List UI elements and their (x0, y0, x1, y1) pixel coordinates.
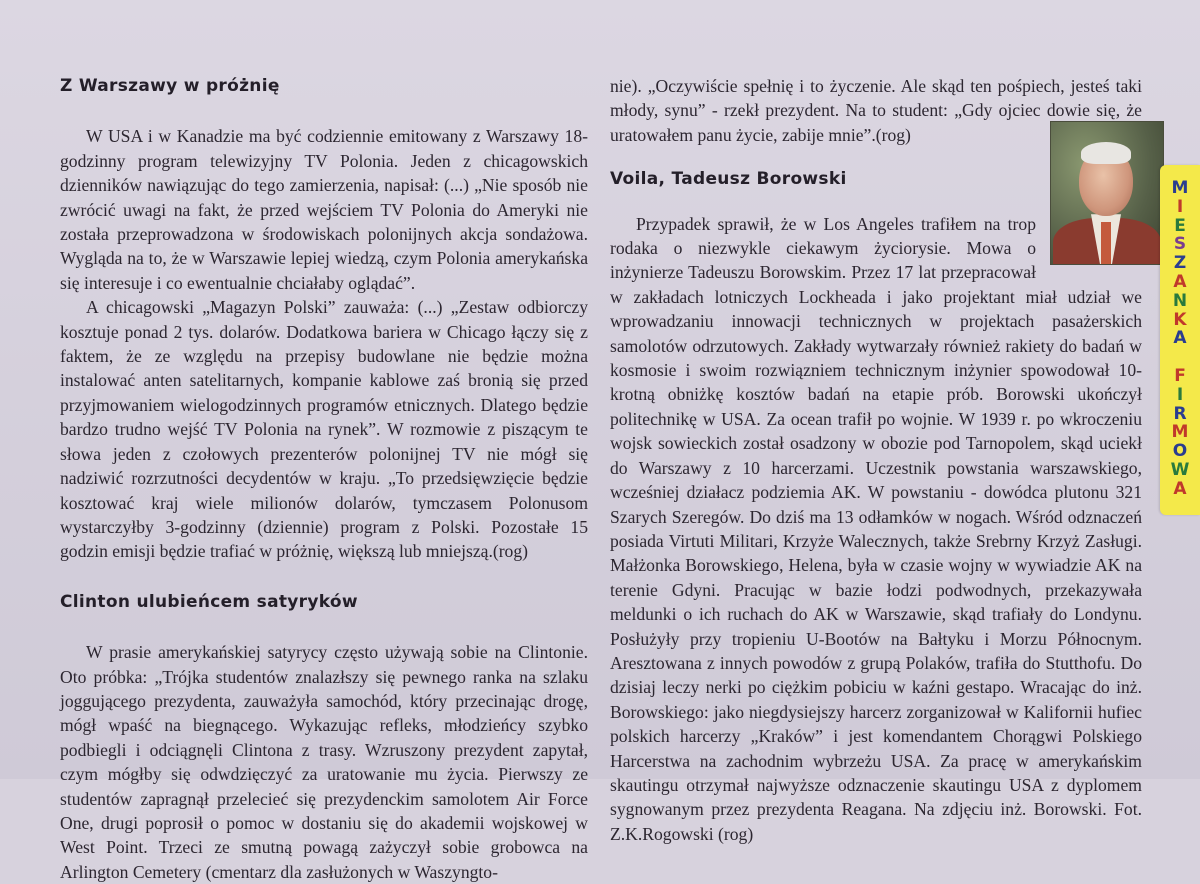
article-paragraph: W USA i w Kanadzie ma być codziennie emitowany z Warszawy 18-godzinny program telewizyjny TV Polonia. Jeden z chicagowskich dzienników nawiązując do tego zamierzenia, napisał: (...) „Nie sposób nie zwrócić uwagi na fakt, że przed wejściem TV Polonia do Ameryki nie została przeprowadzona w środowiskach polonijnych akcja sondażowa. Wygląda na to, że w Warszawie lepiej wiedzą, czym Polonia amerykańska się interesuje i co ewentualnie chciałaby oglądać”. (60, 126, 588, 293)
section-tab-letter: M (1171, 422, 1189, 443)
article-paragraph: Przypadek sprawił, że w Los Angeles trafiłem na trop rodaka o niezwykle ciekawym życiorysie. Mowa o inżynierze Tadeuszu Borowskim. Przez 17 lat przepracował w zakładach lotniczych Lockheada i jako projektant miał udział we wprowadzaniu innowacji technicznych w projektach pasażerskich samolotów odrzutowych. Zakłady wytwarzały również rakiety do badań w kosmosie i swoim rozwiązniem technicznym inżynier spowodował 10-krotną obniżkę kosztów badań na etapie prób. Borowski ukończył politechnikę w USA. Za ocean trafił po wojnie. W 1939 r. po wkroczeniu wojsk sowieckich został osadzony w obozie pod Tarnopolem, skąd uciekł do Warszawy z 10 harcerzami. Uczestnik powstania warszawskiego, wcześniej działacz podziemia AK. W powstaniu - dowódca plutonu 321 Szarych Szeregów. Do dziś ma 13 odłamków w nogach. Wśród odznaczeń posiada Virtuti Militari, Krzyże Walecznych, także Srebrny Krzyż Zasługi. Małżonka Borowskiego, Helena, była w czasie wojny w wywiadzie AK na terenie Gdyni. Pracując w bazie łodzi podwodnych, przekazywała meldunki o ich ruchach do AK w Warszawie, skąd trafiały do Londynu. Posłużyły przy tropieniu U-Bootów na Bałtyku i Morzu Północnym. Aresztowana z innych powodów z grupą Polaków, trafiła do Stutthofu. Do dzisiaj leczy nerki po ciężkim pobiciu w kaźni gestapo. Wracając do inż. Borowskiego: jako niegdysiejszy harcerz zorganizował w Kalifornii hufiec polskich harcerzy „Kraków” i jest komendantem Chorągwi Polskiego Harcerstwa na zachodnim wybrzeżu USA. Za pracę w amerykańskim skautingu otrzymał najwyższe odznaczenie skautingu USA z dyplomem sygnowanym przez prezydenta Reagana. Na zdjęciu inż. Borowski. Fot. Z.K.Rogowski (rog) (610, 213, 1142, 844)
article-paragraph: W prasie amerykańskiej satyrycy często używają sobie na Clintonie. Oto próbka: „Trójka studentów znalazłszy się pewnego ranka na szlaku joggującego prezydenta, zauważyła samochód, który przecinając drogę, mógł wpaść na biegnącego. Wykazując refleks, młodzieńcy szybko podbiegli i odciągnęli Clintona z trasy. Wzruszony prezydent zapytał, czym mógłby się odwdzięczyć za uratowanie mu życia. Pierwszy ze studentów zapragnął przelecieć się prezydenckim samolotem Air Force One, drugi poprosił o pomoc w dostaniu się do akademii wojskowej w West Point. Trzeci ze smutną powagą zażyczył sobie grobowca na Arlington Cemetery (cmentarz dla zasłużonych w Waszyngto- (60, 642, 588, 882)
left-column (60, 74, 588, 884)
section-tab-letter: A (1173, 328, 1187, 349)
section-tab-letter: Z (1173, 253, 1187, 274)
section-tab-letter: W (1170, 459, 1190, 480)
article-heading-clinton: Clinton ulubieńcem satyryków (60, 591, 358, 612)
section-tab-letter: K (1173, 309, 1187, 330)
section-tab-letter: N (1172, 290, 1188, 311)
section-tab-letter (1160, 348, 1200, 367)
article-heading-borowski: Voila, Tadeusz Borowski (610, 169, 847, 190)
section-tab-letter: F (1174, 365, 1186, 386)
section-tab-letter: A (1173, 478, 1187, 499)
section-tab-label (1160, 179, 1200, 499)
section-tab-letter: R (1173, 403, 1187, 424)
article-heading-warszawa: Z Warszawy w próżnię (60, 76, 280, 96)
portrait-photo (1050, 121, 1164, 265)
right-column (610, 74, 1142, 846)
section-tab-letter: O (1172, 441, 1188, 462)
section-tab-letter: A (1173, 271, 1187, 292)
article-continuation: nie). „Oczywiście spełnię i to życzenie. Ale skąd ten pośpiech, jesteś taki młody, synu” - rzekł prezydent. Na to student: „Gdy ojciec dowie się, że uratowałem panu życie, zabije mnie”.(rog) (610, 76, 1142, 145)
article-paragraph: A chicagowski „Magazyn Polski” zauważa: (...) „Zestaw odbiorczy kosztuje ponad 2 tys. dolarów. Dodatkowa bariera w Chicago łączy się z faktem, że ze względu na przepisy budowlane nie będzie można instalować anten satelitarnych, kompanie kablowe zaś bronią się przed przyjmowaniem wielogodzinnych programów etnicznych. Dlatego będzie bardzo trudno wejść TV Polonia na rynek”. W rozmowie z piszącym te słowa jeden z czołowych prezenterów polonijnej TV nie mógł się nadziwić rozrzutności decydentów w kraju. „To przedsięwzięcie będzie kosztować kraj wiele milionów dolarów, tymczasem Polonusom wystarczyłby 3-godzinny (dziennie) program z Polski. Pozostałe 15 godzin emisji będzie trafiać w próżnię, większą lub mniejszą.(rog) (60, 297, 588, 562)
section-tab-letter: I (1176, 196, 1184, 217)
section-tab-letter: E (1174, 215, 1186, 236)
section-tab (1160, 165, 1200, 515)
section-tab-letter: M (1171, 178, 1189, 198)
section-tab-letter: I (1176, 384, 1184, 405)
section-tab-letter: S (1173, 234, 1187, 255)
